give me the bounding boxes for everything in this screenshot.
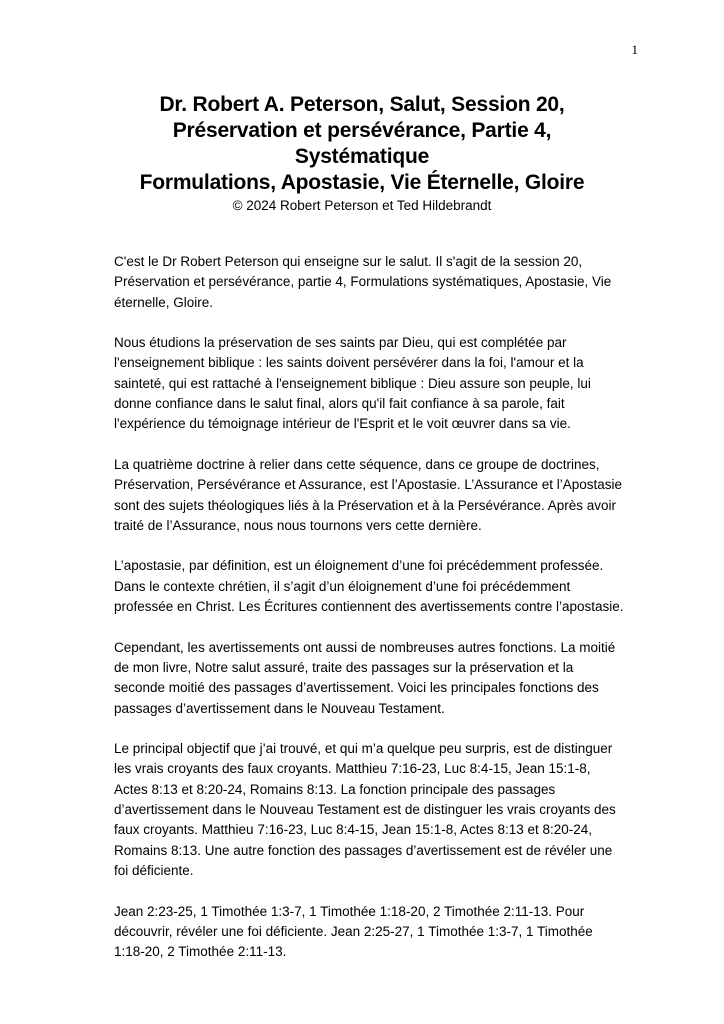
paragraph-3: La quatrième doctrine à relier dans cette séquence, dans ce groupe de doctrines, Préservation, Persévérance et Assurance, est l’Apostasie. L’Assurance et l’Apostasie sont des sujets théologiques liés à la Préservation et à la Persévérance. Après avoir traité de l’Assurance, nous nous tournons vers cette dernière. [114,456,623,533]
paragraph-4: L’apostasie, par définition, est un éloignement d’une foi précédemment professée. Dans le contexte chrétien, il s’agit d’un éloignement d’une foi précédemment professée en Christ. Les Écritures contiennent des avertissements contre l’apostasie. [114,558,624,615]
copyright-notice: © 2024 Robert Peterson et Ted Hildebrandt [232,198,492,213]
page-number: 1 [631,42,638,57]
paragraph-2: Nous étudions la préservation de ses saints par Dieu, qui est complétée par l'enseignement biblique : les saints doivent persévérer dans la foi, l'amour et la sainteté, qui est rattaché à l'enseignement biblique : Dieu assure son peuple, lui donne confiance dans le salut final, alors qu'il fait confiance à sa parole, fait l'expérience du témoignage intérieur de l'Esprit et le voit œuvrer dans sa vie. [114,335,591,432]
document-body [114,252,626,983]
title-line-1: Dr. Robert A. Peterson, Salut, Session 20, [159,93,565,116]
title-line-3: Systématique [294,145,430,168]
title-line-4: Formulations, Apostasie, Vie Éternelle, Gloire [139,171,585,194]
paragraph-1: C'est le Dr Robert Peterson qui enseigne sur le salut. Il s'agit de la session 20, Préservation et persévérance, partie 4, Formulations systématiques, Apostasie, Vie éternelle, Gloire. [114,254,612,310]
document-header [60,92,664,216]
paragraph-7: Jean 2:23-25, 1 Timothée 1:3-7, 1 Timothée 1:18-20, 2 Timothée 2:11-13. Pour découvrir, révéler une foi déficiente. Jean 2:25-27, 1 Timothée 1:3-7, 1 Timothée 1:18-20, 2 Timothée 2:11-13. [114,903,593,960]
paragraph-6: Le principal objectif que j’ai trouvé, et qui m’a quelque peu surpris, est de distinguer les vrais croyants des faux croyants. Matthieu 7:16-23, Luc 8:4-15, Jean 15:1-8, Actes 8:13 et 8:20-24, Romains 8:13. La fonction principale des passages d’avertissement dans le Nouveau Testament est de distinguer les vrais croyants des faux croyants. Matthieu 7:16-23, Luc 8:4-15, Jean 15:1-8, Actes 8:13 et 8:20-24, Romains 8:13. Une autre fonction des passages d’avertissement est de révéler une foi déficiente. [114,741,616,878]
title-line-2: Préservation et persévérance, Partie 4, [172,119,552,142]
paragraph-5: Cependant, les avertissements ont aussi de nombreuses autres fonctions. La moitié de mon livre, Notre salut assuré, traite des passages sur la préservation et la seconde moitié des passages d’avertissement. Voici les principales fonctions des passages d’avertissement dans le Nouveau Testament. [114,639,616,716]
